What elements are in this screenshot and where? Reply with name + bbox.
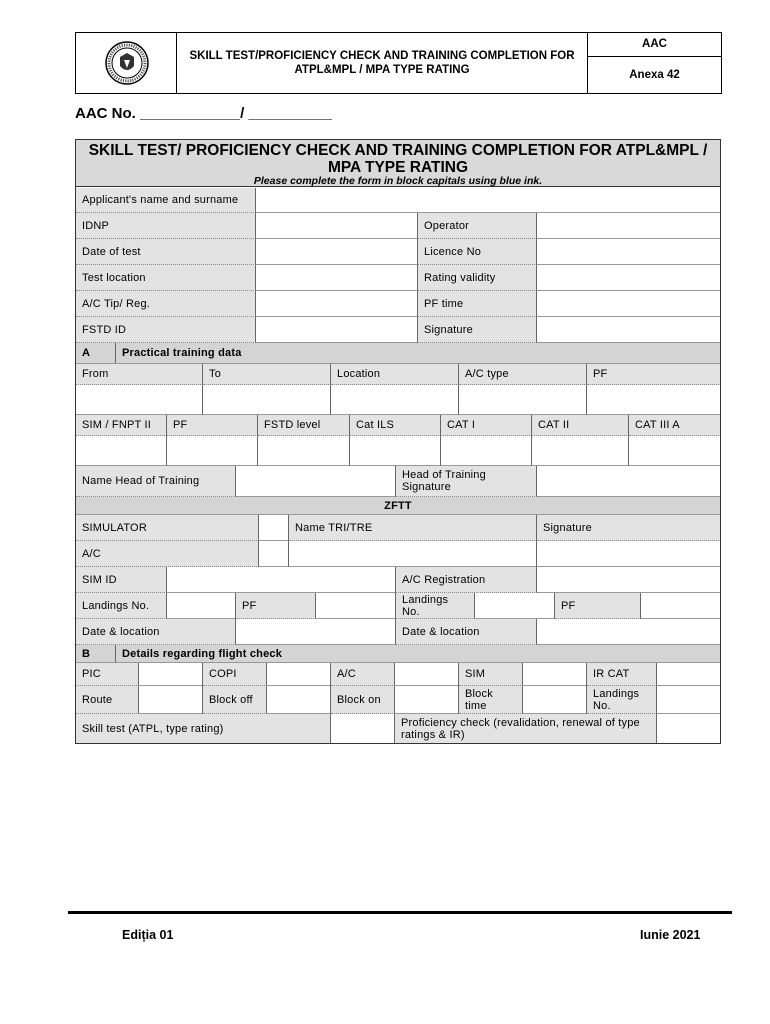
header-title: SKILL TEST/PROFICIENCY CHECK AND TRAINING COMPLETION FOR ATPL&MPL / MPA TYPE RATING <box>189 50 575 76</box>
block-on-label: Block on <box>331 686 395 714</box>
head-training-signature-input[interactable] <box>537 466 721 497</box>
section-b-title: Details regarding flight check <box>116 645 721 663</box>
cat-3a-label: CAT III A <box>629 415 721 436</box>
simulator-checkbox[interactable] <box>259 515 289 541</box>
pf-label: PF <box>587 364 721 385</box>
pf-input[interactable] <box>587 385 721 415</box>
copi-input[interactable] <box>267 663 331 686</box>
ac-reg-label: A/C Tip/ Reg. <box>76 291 256 317</box>
skill-test-label: Skill test (ATPL, type rating) <box>76 714 331 744</box>
name-tri-tre-label: Name TRI/TRE <box>289 515 537 541</box>
route-input[interactable] <box>139 686 203 714</box>
fstd-id-input[interactable] <box>256 317 418 343</box>
cat-3a-input[interactable] <box>629 436 721 466</box>
cat-2-label: CAT II <box>532 415 629 436</box>
idnp-input[interactable] <box>256 213 418 239</box>
location-label: Location <box>331 364 459 385</box>
test-location-input[interactable] <box>256 265 418 291</box>
signature-input[interactable] <box>537 317 721 343</box>
b-ac-label: A/C <box>331 663 395 686</box>
cat-ils-input[interactable] <box>350 436 441 466</box>
landings-no-2-input[interactable] <box>475 593 555 619</box>
b-ac-input[interactable] <box>395 663 459 686</box>
skill-test-checkbox[interactable] <box>331 714 395 744</box>
ac-label: A/C <box>76 541 259 567</box>
sim-label: SIM <box>459 663 523 686</box>
copi-label: COPI <box>203 663 267 686</box>
form-title: SKILL TEST/ PROFICIENCY CHECK AND TRAINING COMPLETION FOR ATPL&MPL / MPA TYPE RATING <box>88 142 708 176</box>
pf-2-input[interactable] <box>641 593 721 619</box>
footer-divider <box>68 911 732 914</box>
sim-fnpt-label: SIM / FNPT II <box>76 415 167 436</box>
pf-2-label: PF <box>555 593 641 619</box>
ac-registration-label: A/C Registration <box>396 567 537 593</box>
section-a-letter: A <box>76 343 116 364</box>
proficiency-check-label: Proficiency check (revalidation, renewal of type ratings & IR) <box>395 714 657 744</box>
name-head-training-input[interactable] <box>236 466 396 497</box>
name-head-training-label: Name Head of Training <box>76 466 236 497</box>
ac-checkbox[interactable] <box>259 541 289 567</box>
ac-type-input[interactable] <box>459 385 587 415</box>
ir-cat-input[interactable] <box>657 663 721 686</box>
landings-no-1-input[interactable] <box>167 593 236 619</box>
idnp-label: IDNP <box>76 213 256 239</box>
sim-input[interactable] <box>523 663 587 686</box>
from-label: From <box>76 364 203 385</box>
date-of-test-label: Date of test <box>76 239 256 265</box>
licence-no-label: Licence No <box>418 239 537 265</box>
aac-number-field[interactable]: AAC No. ____________/ __________ <box>75 105 332 122</box>
date-location-1-label: Date & location <box>76 619 236 645</box>
footer-date: Iunie 2021 <box>640 928 701 942</box>
pf-1-input[interactable] <box>316 593 396 619</box>
pic-input[interactable] <box>139 663 203 686</box>
head-training-signature-label: Head of Training Signature <box>396 466 537 497</box>
block-on-input[interactable] <box>395 686 459 714</box>
operator-label: Operator <box>418 213 537 239</box>
section-b-letter: B <box>76 645 116 663</box>
date-of-test-input[interactable] <box>256 239 418 265</box>
cat-2-input[interactable] <box>532 436 629 466</box>
simulator-label: SIMULATOR <box>76 515 259 541</box>
test-location-label: Test location <box>76 265 256 291</box>
block-time-input[interactable] <box>523 686 587 714</box>
form-title-box <box>75 139 721 187</box>
ac-registration-input[interactable] <box>537 567 721 593</box>
form-instructions: Please complete the form in block capitals using blue ink. <box>253 175 543 187</box>
document-header <box>75 32 722 94</box>
sim-id-input[interactable] <box>167 567 396 593</box>
to-label: To <box>203 364 331 385</box>
pic-label: PIC <box>76 663 139 686</box>
location-input[interactable] <box>331 385 459 415</box>
pf2-input[interactable] <box>167 436 258 466</box>
ac-reg-input[interactable] <box>256 291 418 317</box>
block-off-input[interactable] <box>267 686 331 714</box>
operator-input[interactable] <box>537 213 721 239</box>
route-label: Route <box>76 686 139 714</box>
applicant-name-label: Applicant's name and surname <box>76 188 256 213</box>
block-off-label: Block off <box>203 686 267 714</box>
landings-no-2-label: Landings No. <box>396 593 475 619</box>
rating-validity-label: Rating validity <box>418 265 537 291</box>
rating-validity-input[interactable] <box>537 265 721 291</box>
block-time-label: Block time <box>459 686 523 714</box>
proficiency-check-checkbox[interactable] <box>657 714 721 744</box>
ac-type-label: A/C type <box>459 364 587 385</box>
pf-1-label: PF <box>236 593 316 619</box>
landings-no-label: Landings No. <box>587 686 657 714</box>
cat-1-label: CAT I <box>441 415 532 436</box>
aac-seal-logo <box>105 41 149 85</box>
zftt-signature-input[interactable] <box>537 541 721 567</box>
from-input[interactable] <box>76 385 203 415</box>
ir-cat-label: IR CAT <box>587 663 657 686</box>
landings-no-1-label: Landings No. <box>76 593 167 619</box>
sim-fnpt-input[interactable] <box>76 436 167 466</box>
pf2-label: PF <box>167 415 258 436</box>
fstd-id-label: FSTD ID <box>76 317 256 343</box>
header-annex: Anexa 42 <box>629 69 680 81</box>
applicant-name-input[interactable] <box>256 188 721 213</box>
cat-1-input[interactable] <box>441 436 532 466</box>
zftt-signature-label: Signature <box>537 515 721 541</box>
sim-id-label: SIM ID <box>76 567 167 593</box>
fstd-level-label: FSTD level <box>258 415 350 436</box>
signature-label: Signature <box>418 317 537 343</box>
landings-no-input[interactable] <box>657 686 721 714</box>
fstd-level-input[interactable] <box>258 436 350 466</box>
cat-ils-label: Cat ILS <box>350 415 441 436</box>
date-location-1-input[interactable] <box>236 619 396 645</box>
footer-edition: Ediția 01 <box>122 928 174 942</box>
date-location-2-label: Date & location <box>396 619 537 645</box>
to-input[interactable] <box>203 385 331 415</box>
pf-time-input[interactable] <box>537 291 721 317</box>
zftt-title: ZFTT <box>76 497 721 515</box>
licence-no-input[interactable] <box>537 239 721 265</box>
pf-time-label: PF time <box>418 291 537 317</box>
section-a-title: Practical training data <box>116 343 721 364</box>
header-authority: AAC <box>642 38 667 50</box>
name-tri-tre-input[interactable] <box>289 541 537 567</box>
date-location-2-input[interactable] <box>537 619 721 645</box>
